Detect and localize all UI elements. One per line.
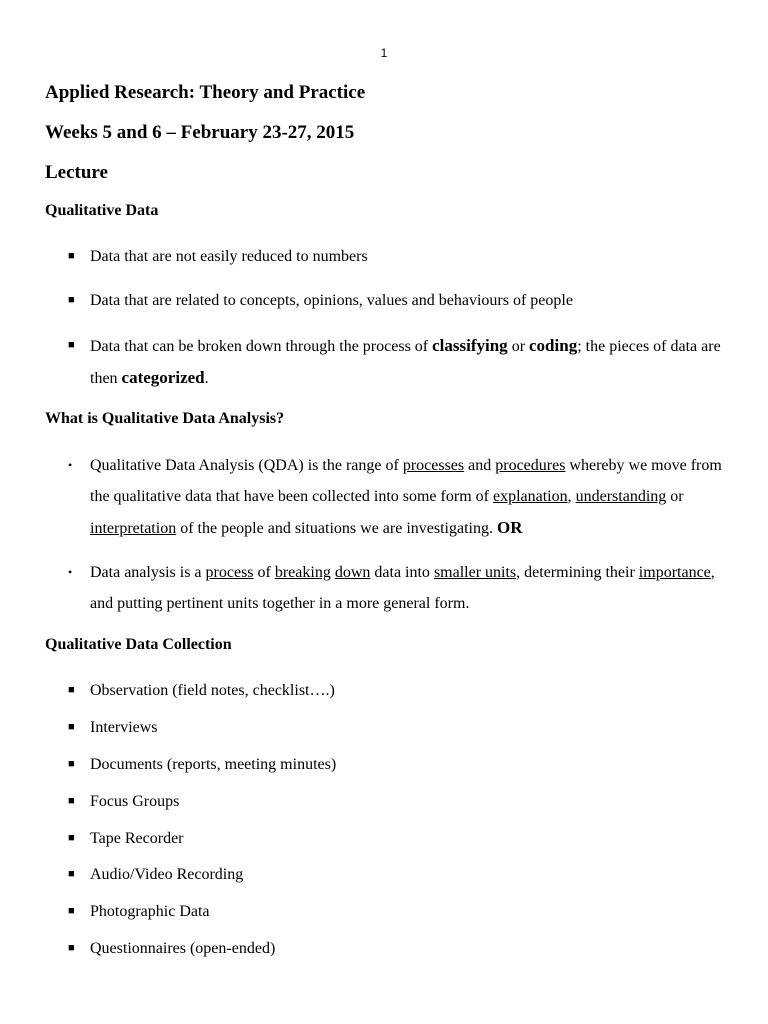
square-bullet-icon: ■ xyxy=(68,942,75,954)
square-bullet-icon: ■ xyxy=(68,339,75,351)
square-bullet-icon: ■ xyxy=(68,294,75,306)
qda-heading: What is Qualitative Data Analysis? xyxy=(45,410,285,427)
dot-bullet-icon: • xyxy=(68,565,73,579)
square-bullet-icon: ■ xyxy=(68,684,75,696)
collection-item: Focus Groups xyxy=(90,793,180,810)
square-bullet-icon: ■ xyxy=(68,795,75,807)
collection-item: Photographic Data xyxy=(90,903,210,920)
or-term: OR xyxy=(497,518,523,537)
classifying-term: classifying xyxy=(432,336,508,355)
collection-heading: Qualitative Data Collection xyxy=(45,636,232,653)
square-bullet-icon: ■ xyxy=(68,905,75,917)
page-number: 1 xyxy=(380,46,388,60)
qda-definition-item: Qualitative Data Analysis (QDA) is the range of processes and procedures whereby we move from the qualitative data that have been collected into some form of explanation, understanding or interpretation of the people and situations we are investigating. OR xyxy=(90,457,722,537)
square-bullet-icon: ■ xyxy=(68,868,75,880)
lecture-title: Lecture xyxy=(45,162,108,183)
collection-item: Documents (reports, meeting minutes) xyxy=(90,756,337,773)
qualitative-data-item: Data that can be broken down through the process of classifying or coding; the pieces of data are then categorized. xyxy=(90,336,721,387)
collection-item: Interviews xyxy=(90,719,158,736)
dot-bullet-icon: • xyxy=(68,458,73,472)
square-bullet-icon: ■ xyxy=(68,758,75,770)
course-title: Applied Research: Theory and Practice xyxy=(45,82,366,103)
categorized-term: categorized xyxy=(121,368,205,387)
qualitative-data-item: Data that are not easily reduced to numbers xyxy=(90,248,368,265)
square-bullet-icon: ■ xyxy=(68,832,75,844)
collection-item: Audio/Video Recording xyxy=(90,866,244,883)
square-bullet-icon: ■ xyxy=(68,721,75,733)
qualitative-data-item: Data that are related to concepts, opinions, values and behaviours of people xyxy=(90,292,573,309)
collection-item: Questionnaires (open-ended) xyxy=(90,940,276,957)
weeks-title: Weeks 5 and 6 – February 23-27, 2015 xyxy=(45,122,355,143)
qda-definition-item: Data analysis is a process of breaking down data into smaller units, determining their importance, and putting pertinent units together in a more general form. xyxy=(90,564,715,612)
coding-term: coding xyxy=(529,336,578,355)
collection-item: Tape Recorder xyxy=(90,830,184,847)
square-bullet-icon: ■ xyxy=(68,250,75,262)
qualitative-data-heading: Qualitative Data xyxy=(45,202,159,219)
collection-item: Observation (field notes, checklist….) xyxy=(90,682,335,699)
